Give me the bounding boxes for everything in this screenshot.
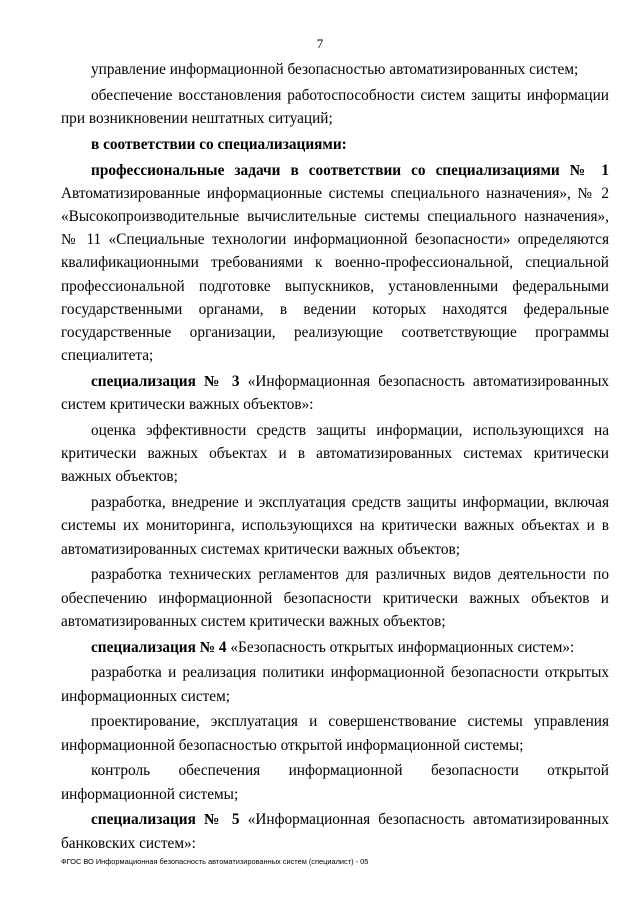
paragraph [61, 808, 609, 854]
paragraph [61, 84, 609, 130]
page-footer: ФГОС ВО Информационная безопасность автоматизированных систем (специалист) - 05 [61, 857, 369, 866]
paragraph-text: «Безопасность открытых информационных систем»: [226, 638, 575, 656]
paragraph [61, 563, 609, 633]
paragraph-text: Автоматизированные информационные системы специального назначения», № 2 «Высокопроизводительные вычислительные системы специального назначения», № 11 «Специальные технологии информационной безопасности» определяются квалификационными требованиями к военно-профессиональной, специальной профессиональной подготовке выпускников, установленными федеральными государственными органами, в ведении которых находятся федеральные государственные организации, реализующие соответствующие программы специалитета; [61, 184, 609, 365]
paragraph [61, 58, 609, 81]
paragraph [61, 491, 609, 561]
paragraph [61, 419, 609, 489]
paragraph-text: разработка, внедрение и эксплуатация средств защиты информации, включая системы их мониторинга, использующихся на критически важных объектах и в автоматизированных системах критически важных объектов; [61, 494, 609, 558]
paragraph [61, 710, 609, 756]
paragraph-lead: профессиональные задачи в соответствии со специализациями № 1 [91, 161, 609, 179]
paragraph-text: разработка технических регламентов для различных видов деятельности по обеспечению информационной безопасности критически важных объектов и автоматизированных систем критически важных объектов; [61, 566, 609, 630]
paragraph [61, 661, 609, 707]
paragraph-text: оценка эффективности средств защиты информации, использующихся на критически важных объектах и в автоматизированных системах критически важных объектов; [61, 422, 609, 486]
paragraph [61, 370, 609, 416]
body-text [61, 58, 609, 855]
paragraph [61, 759, 609, 805]
paragraph-text: управление информационной безопасностью автоматизированных систем; [91, 61, 579, 78]
paragraph [61, 159, 609, 368]
page-number: 7 [316, 36, 324, 51]
paragraph [61, 636, 609, 659]
paragraph [61, 133, 609, 156]
paragraph-lead: специализация № 5 [91, 811, 240, 829]
paragraph-lead: специализация № 4 [91, 638, 227, 656]
paragraph-text: проектирование, эксплуатация и совершенствование системы управления информационной безопасностью открытой информационной системы; [61, 713, 609, 754]
paragraph-text: контроль обеспечения информационной безопасности открытой информационной системы; [61, 762, 609, 803]
paragraph-lead: в соответствии со специализациями: [91, 135, 347, 153]
paragraph-text: «Информационная безопасность автоматизированных банковских систем»: [61, 811, 609, 852]
paragraph-text: разработка и реализация политики информационной безопасности открытых информационных систем; [61, 664, 609, 705]
paragraph-lead: специализация № 3 [91, 373, 240, 391]
paragraph-text: обеспечение восстановления работоспособности систем защиты информации при возникновении нештатных ситуаций; [61, 86, 609, 127]
paragraph-text: «Информационная безопасность автоматизированных систем критически важных объектов»: [61, 373, 609, 414]
